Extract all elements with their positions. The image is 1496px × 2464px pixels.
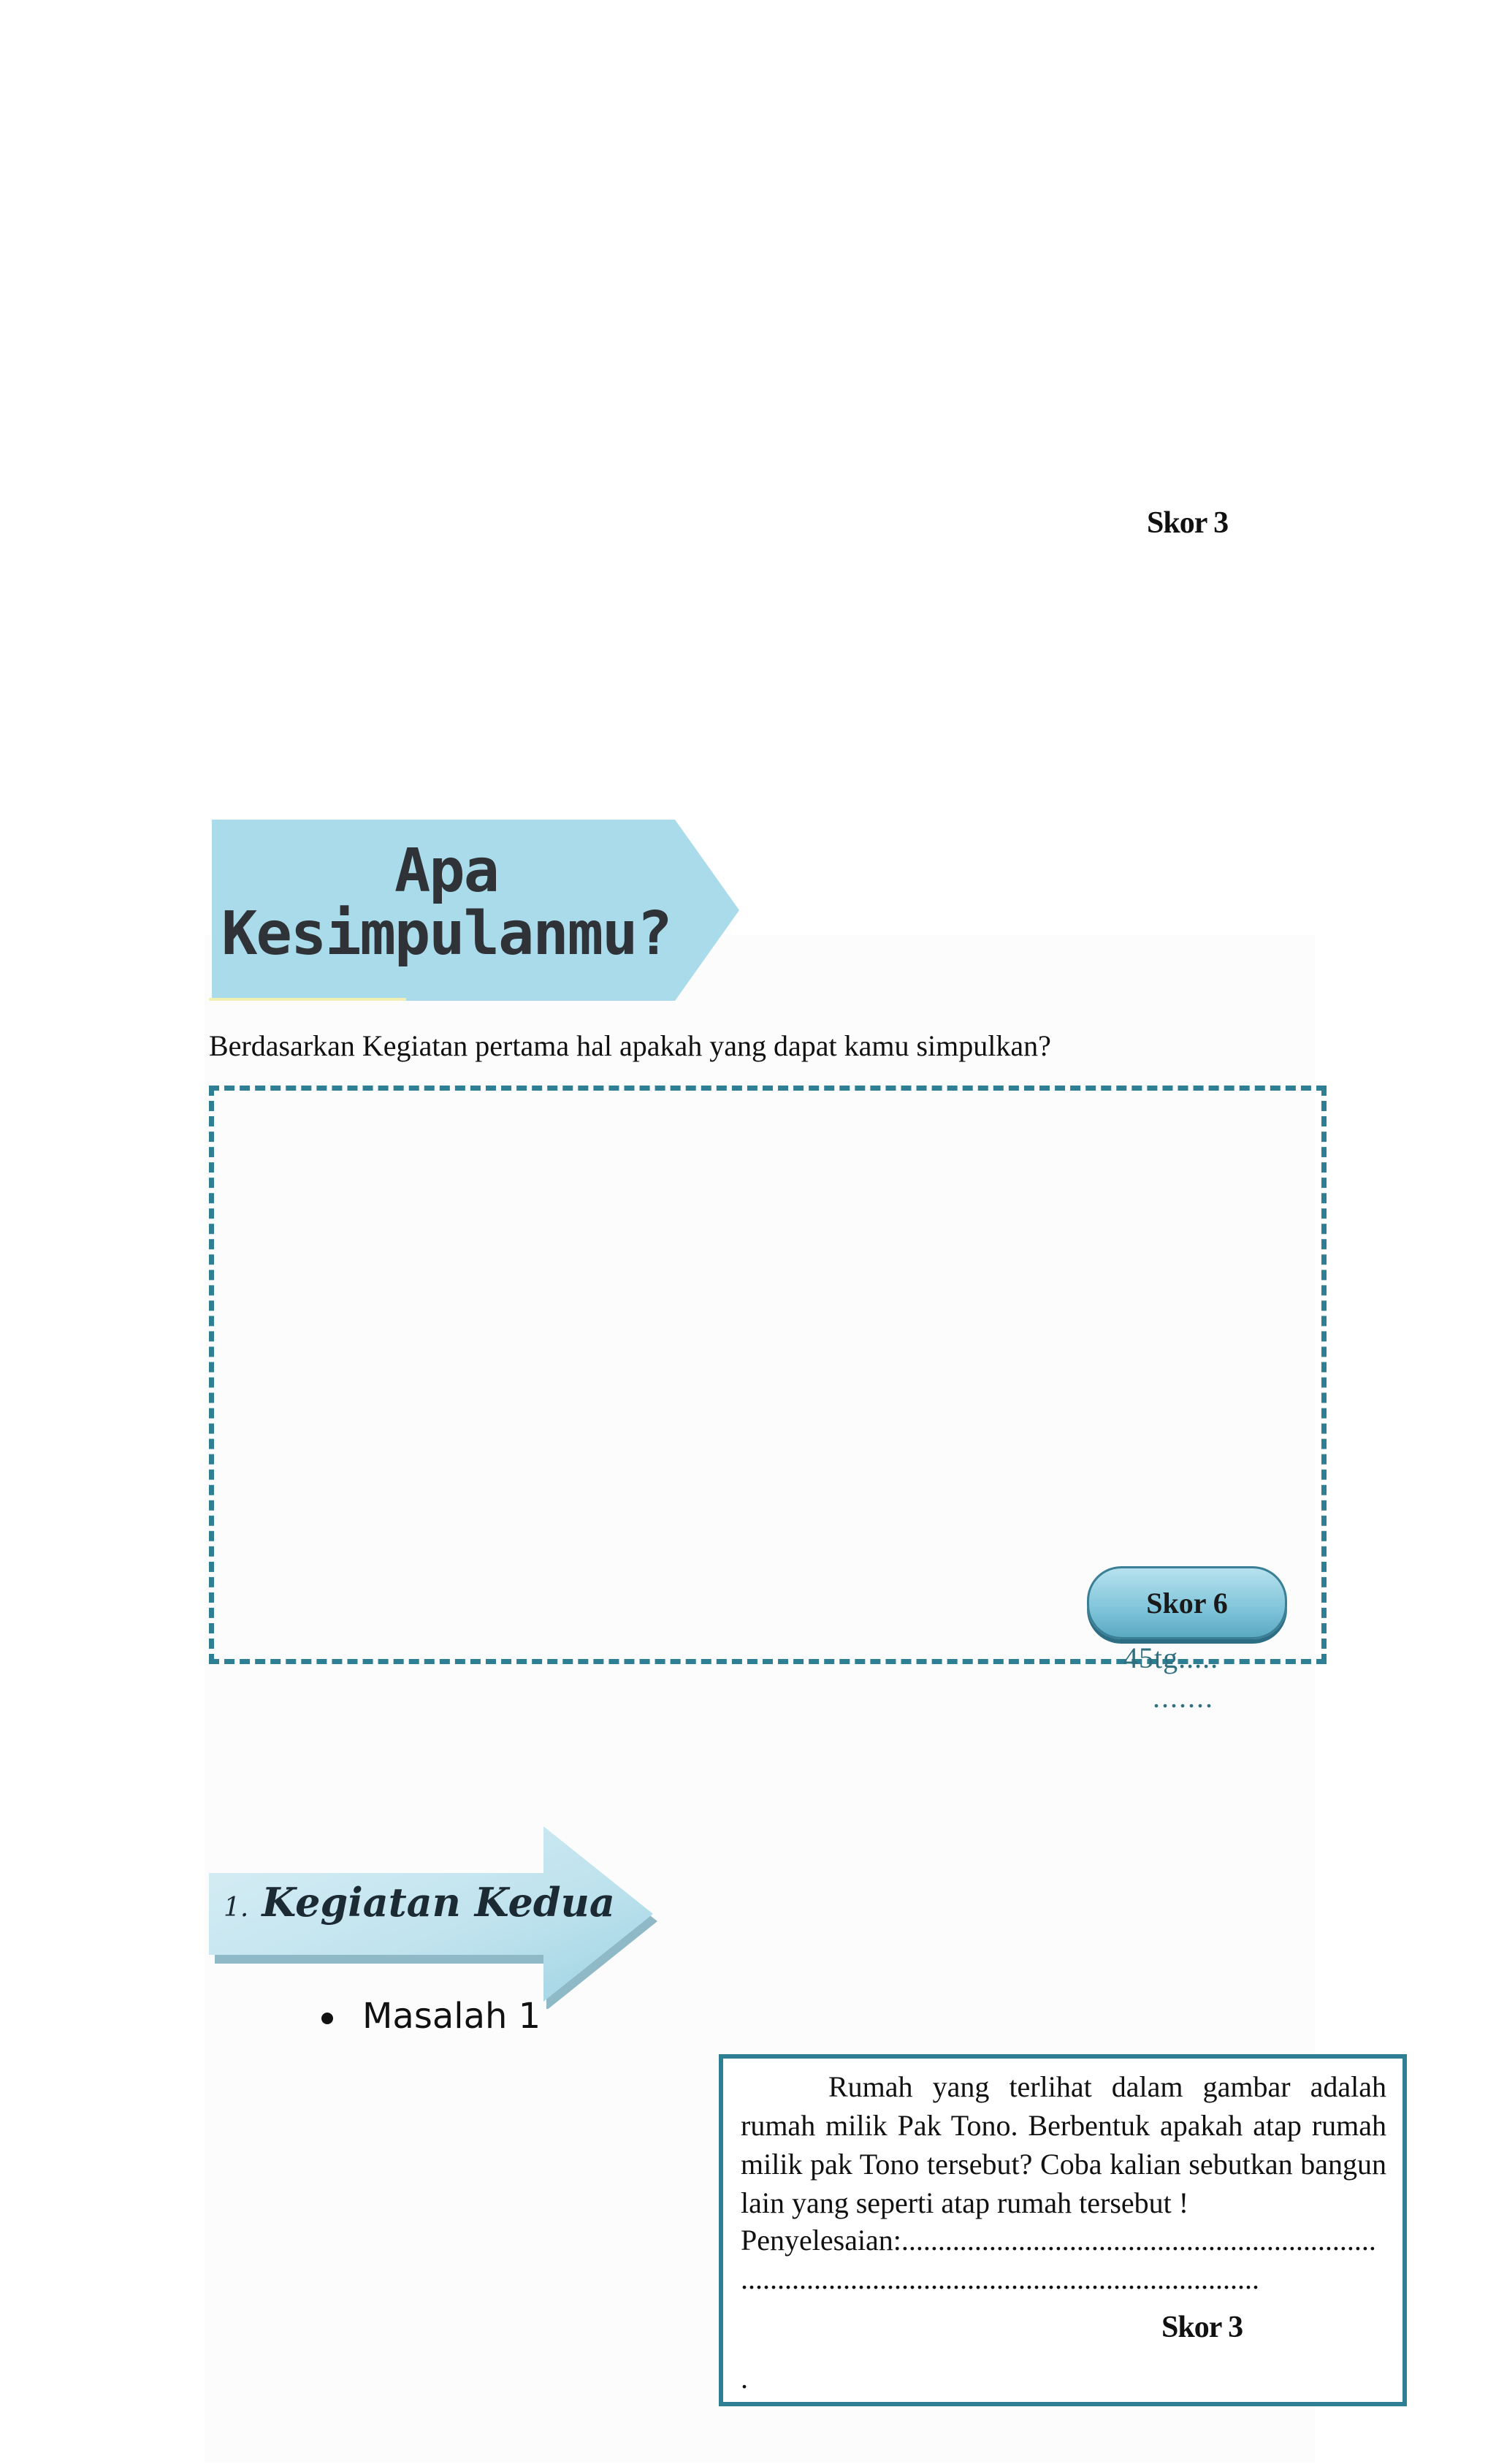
answer-line-1[interactable]: Penyelesaian:................................................................. — [741, 2224, 1376, 2257]
problem-text: Rumah yang terlihat dalam gambar adalah rumah milik Pak Tono. Berbentuk apakah atap rumah milik pak Tono tersebut? Coba kalian sebutkan bangun lain yang seperti atap rumah tersebut ! — [741, 2070, 1386, 2219]
banner-title-line2: Kesimpulanmu? — [221, 899, 671, 969]
bullet-label: Masalah 1 — [362, 1996, 541, 2037]
score-badge — [1087, 1566, 1287, 1639]
score-overflow-text: 45tg..... — [1123, 1641, 1219, 1674]
score-label-bottom: Skor 3 — [1161, 2311, 1243, 2344]
conclusion-question: Berdasarkan Kegiatan pertama hal apakah yang dapat kamu simpulkan? — [209, 1029, 1051, 1062]
problem-bullet — [321, 1996, 541, 2037]
answer-line-2[interactable]: ....................................................................... — [741, 2262, 1259, 2295]
score-label-top: Skor 3 — [1147, 506, 1229, 540]
activity-title — [224, 1879, 615, 1926]
trailing-dot: . — [741, 2362, 748, 2395]
bullet-dot — [321, 2013, 333, 2024]
score-overflow-dots: ....... — [1153, 1681, 1214, 1714]
score-badge-label: Skor 6 — [1146, 1586, 1228, 1620]
activity-title-text: Kegiatan Kedua — [262, 1879, 615, 1926]
banner-underline — [209, 998, 406, 1001]
activity-number: 1. — [224, 1893, 249, 1923]
banner-title-line1: Apa — [394, 836, 499, 906]
conclusion-banner-title — [209, 836, 684, 969]
